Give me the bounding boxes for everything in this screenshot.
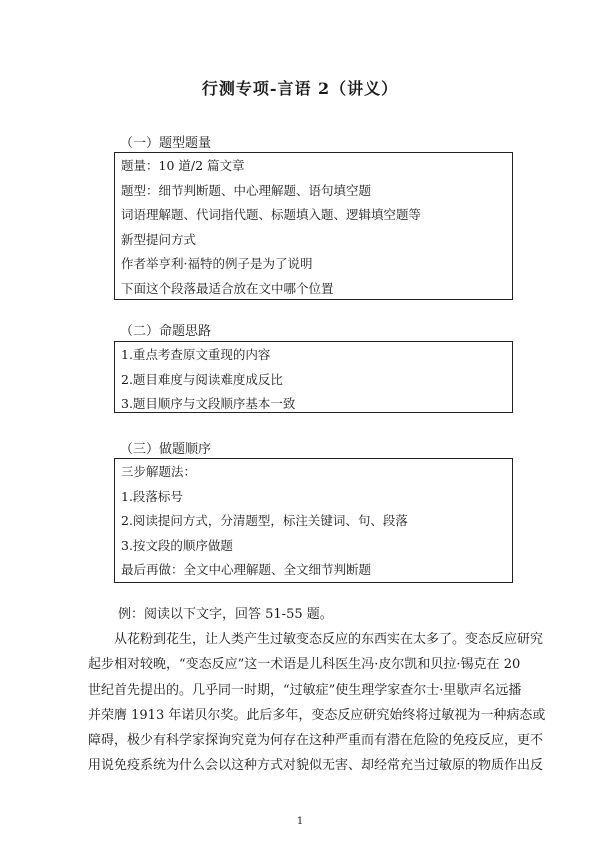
box-line: 最后再做：全文中心理解题、全文细节判断题 [121,562,372,577]
question-logic-box [114,341,513,413]
box-line: 词语理解题、代词指代题、标题填入题、逻辑填空题等 [121,207,422,222]
passage-line: 障碍，极少有科学家探询究竟为何存在这种严重而有潜在危险的免疫反应，更不 [88,733,544,749]
box-line: 三步解题法： [121,464,197,479]
section-heading-question-types: （一）题型题量 [120,136,212,151]
section-heading-answer-order: （三）做题顺序 [120,442,212,457]
passage-line: 从花粉到花生，让人类产生过敏变态反应的东西实在太多了。变态反应研究 [114,632,544,647]
example-intro: 例：阅读以下文字，回答 51-55 题。 [118,607,333,622]
passage-line: 世纪首先提出的。几乎同一时期，“过敏症”使生理学家查尔士·里歇声名远播 [88,682,522,698]
box-line: 1.段落标号 [121,488,183,504]
box-line: 题量：10 道/2 篇文章 [121,158,245,173]
passage-line: 并荣膺 1913 年诺贝尔奖。此后多年，变态反应研究始终将过敏视为一种病态或 [88,707,546,723]
box-line: 新型提问方式 [121,231,197,247]
passage [88,627,546,779]
question-types-box [114,152,513,300]
box-line: 作者举亨利·福特的例子是为了说明 [121,256,313,271]
box-line: 2.题目难度与阅读难度成反比 [121,371,283,387]
page-number: 1 [296,816,304,827]
box-line: 下面这个段落最适合放在文中哪个位置 [121,280,334,296]
box-line: 题型：细节判断题、中心理解题、语句填空题 [121,182,372,198]
passage-line: 起步相对较晚，“变态反应”这一术语是儿科医生冯·皮尔凯和贝拉·锡克在 20 [88,657,521,673]
passage-line: 用说免疫系统为什么会以这种方式对貌似无害、却经常充当过敏原的物质作出反 [88,758,544,774]
box-line: 2.阅读提问方式，分清题型，标注关键词、句、段落 [121,513,408,528]
section-heading-question-logic: （二）命题思路 [120,324,212,339]
box-line: 3.题目顺序与文段顺序基本一致 [121,396,296,411]
box-line: 1.重点考查原文重现的内容 [121,347,271,362]
answer-order-box [114,458,513,583]
page-title: 行测专项-言语 2（讲义） [201,79,399,98]
box-line: 3.按文段的顺序做题 [121,537,233,553]
